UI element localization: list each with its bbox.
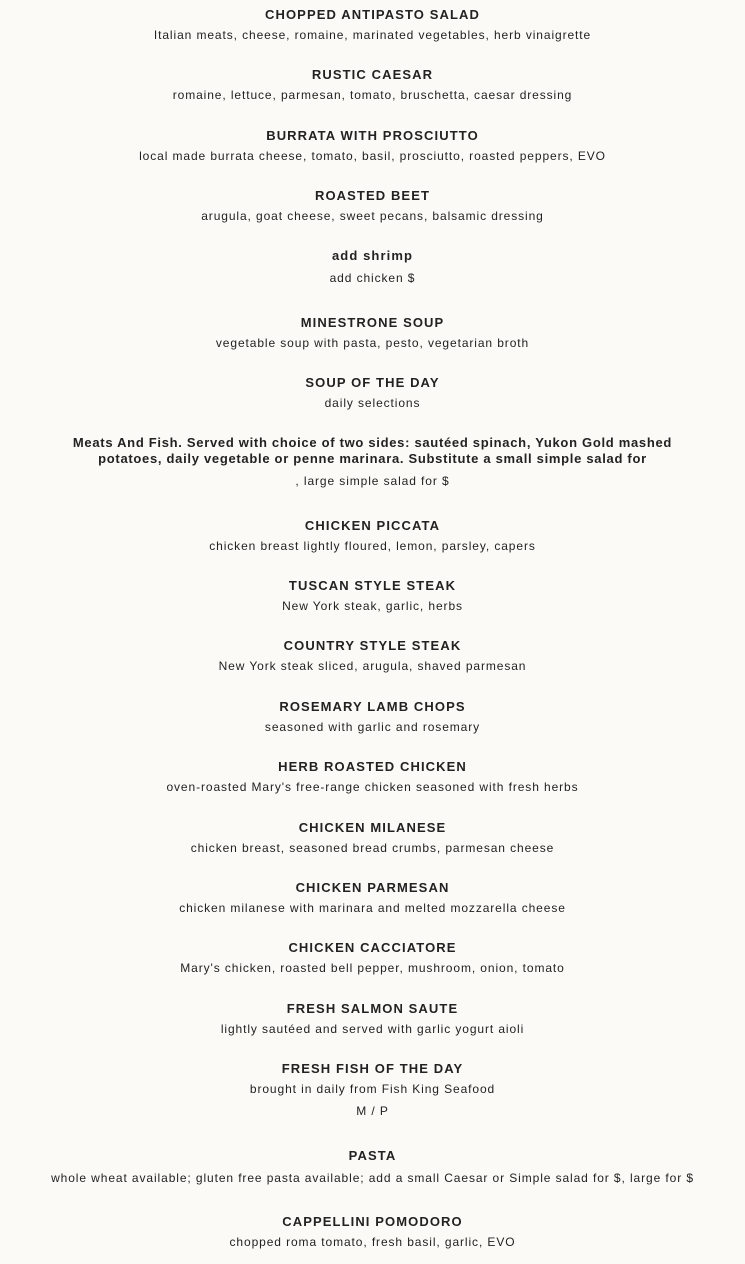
section-header — [0, 435, 745, 489]
menu-item — [0, 248, 745, 286]
menu-item — [0, 940, 745, 976]
item-price: M / P — [356, 1104, 389, 1118]
item-description: New York steak, garlic, herbs — [282, 599, 463, 613]
item-name: CAPPELLINI POMODORO — [282, 1214, 463, 1229]
item-description: Italian meats, cheese, romaine, marinated vegetables, herb vinaigrette — [153, 28, 592, 42]
item-name: FRESH FISH OF THE DAY — [281, 1061, 464, 1076]
item-description: chopped roma tomato, fresh basil, garlic, EVO — [229, 1235, 516, 1249]
item-name: SOUP OF THE DAY — [305, 375, 440, 390]
item-description: lightly sautéed and served with garlic yogurt aioli — [220, 1022, 525, 1036]
item-description: daily selections — [324, 396, 421, 410]
item-name: FRESH SALMON SAUTE — [286, 1001, 459, 1016]
item-description: local made burrata cheese, tomato, basil, prosciutto, roasted peppers, EVO — [139, 149, 606, 163]
item-name: ROSEMARY LAMB CHOPS — [279, 699, 466, 714]
section-note: , large simple salad for $ — [295, 474, 450, 488]
item-description: add chicken $ — [329, 271, 416, 285]
item-name: CHICKEN PICCATA — [304, 518, 441, 533]
menu-item — [0, 1214, 745, 1250]
menu-item — [0, 1061, 745, 1119]
item-name: RUSTIC CAESAR — [311, 67, 434, 82]
item-name: HERB ROASTED CHICKEN — [278, 759, 467, 774]
item-description: New York steak sliced, arugula, shaved parmesan — [218, 659, 527, 673]
item-description: romaine, lettuce, parmesan, tomato, bruschetta, caesar dressing — [172, 88, 573, 102]
menu-item — [0, 315, 745, 351]
item-name: MINESTRONE SOUP — [300, 315, 445, 330]
menu-item — [0, 880, 745, 916]
menu-item — [0, 518, 745, 554]
item-name: TUSCAN STYLE STEAK — [288, 578, 457, 593]
item-description: arugula, goat cheese, sweet pecans, balsamic dressing — [201, 209, 544, 223]
item-name: CHOPPED ANTIPASTO SALAD — [264, 7, 481, 22]
item-description: seasoned with garlic and rosemary — [264, 720, 481, 734]
item-name: CHICKEN CACCIATORE — [288, 940, 457, 955]
section-header — [0, 1148, 745, 1186]
item-description: oven-roasted Mary's free-range chicken seasoned with fresh herbs — [166, 780, 579, 794]
menu-item — [0, 1001, 745, 1037]
section-title: Meats And Fish. Served with choice of two sides: sautéed spinach, Yukon Gold mashed potatoes, daily vegetable or penne marinara. Substitute a small simple salad for — [72, 435, 673, 466]
item-name: CHICKEN MILANESE — [298, 820, 447, 835]
section-title: PASTA — [348, 1148, 397, 1163]
menu-item — [0, 699, 745, 735]
section-note: whole wheat available; gluten free pasta available; add a small Caesar or Simple salad for $, large for $ — [51, 1171, 694, 1185]
item-name: add shrimp — [331, 248, 414, 263]
menu-item — [0, 7, 745, 43]
item-name: BURRATA WITH PROSCIUTTO — [266, 128, 479, 143]
item-name: ROASTED BEET — [314, 188, 431, 203]
item-description: chicken breast, seasoned bread crumbs, parmesan cheese — [190, 841, 555, 855]
menu-item — [0, 759, 745, 795]
item-description: vegetable soup with pasta, pesto, vegetarian broth — [215, 336, 530, 350]
menu-item — [0, 67, 745, 103]
item-description: chicken breast lightly floured, lemon, parsley, capers — [209, 539, 536, 553]
menu-item — [0, 188, 745, 224]
item-description: brought in daily from Fish King Seafood — [249, 1082, 496, 1096]
menu-item — [0, 578, 745, 614]
menu-item — [0, 820, 745, 856]
menu-item — [0, 375, 745, 411]
item-description: Mary's chicken, roasted bell pepper, mushroom, onion, tomato — [180, 961, 565, 975]
item-description: chicken milanese with marinara and melted mozzarella cheese — [179, 901, 566, 915]
menu-item — [0, 638, 745, 674]
item-name: CHICKEN PARMESAN — [295, 880, 450, 895]
item-name: COUNTRY STYLE STEAK — [283, 638, 462, 653]
menu-item — [0, 128, 745, 164]
